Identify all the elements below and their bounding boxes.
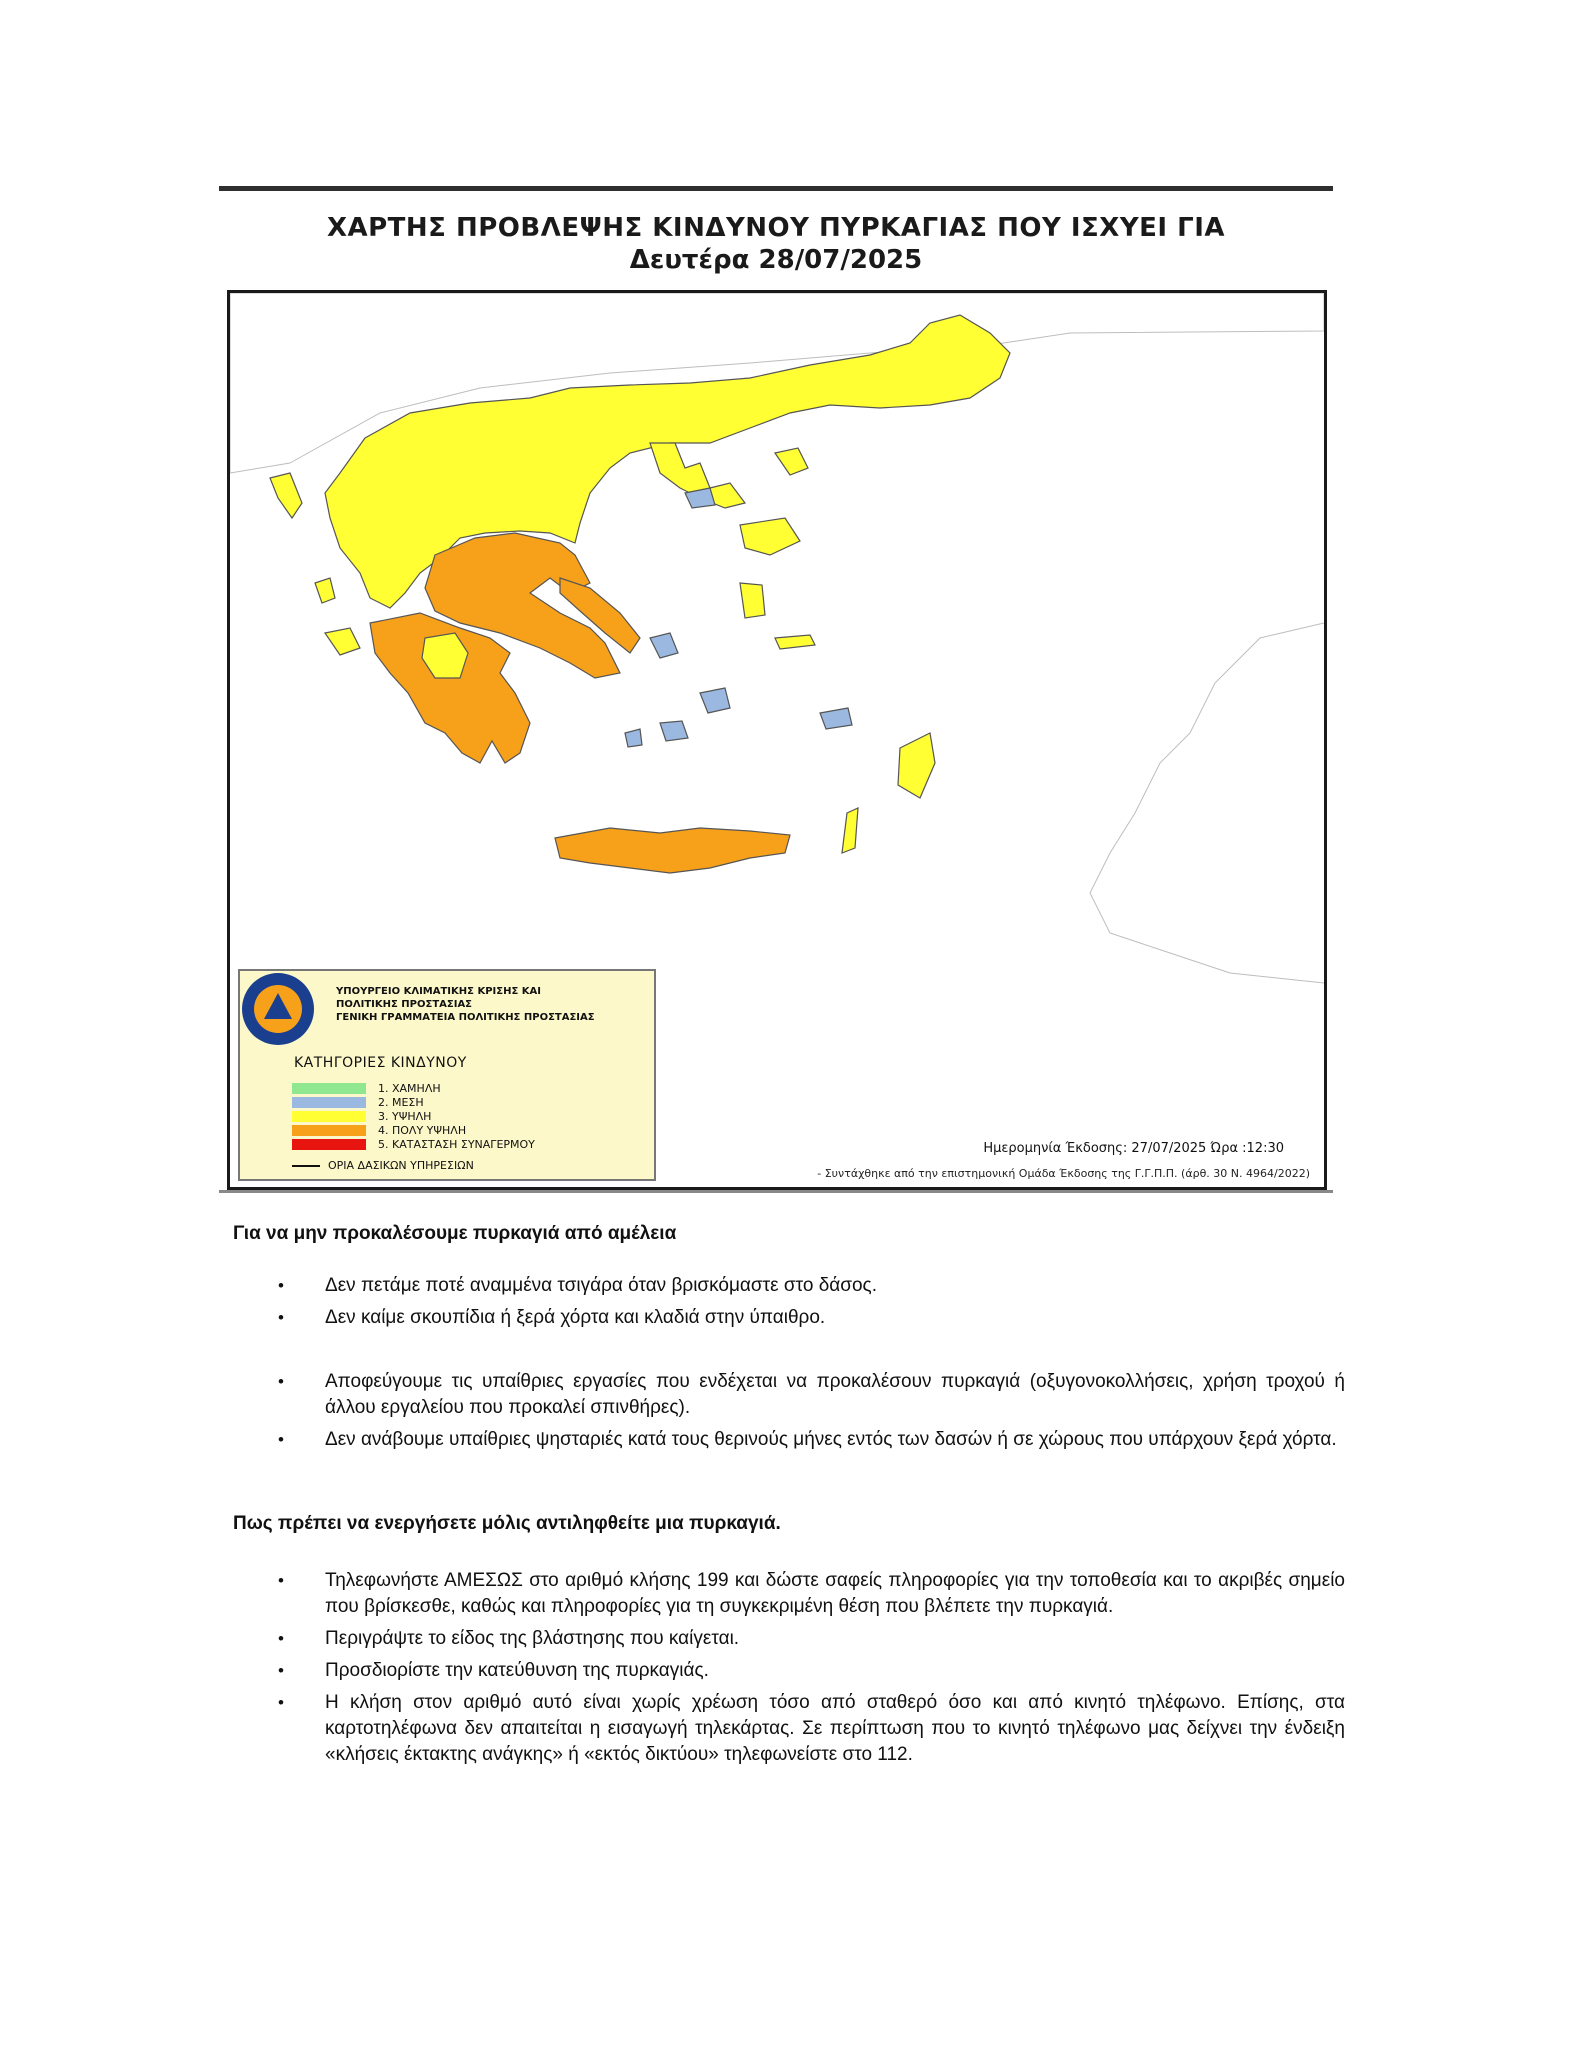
bullet: • <box>278 1308 284 1327</box>
agency-line-2: ΠΟΛΙΤΙΚΗΣ ΠΡΟΣΤΑΣΙΑΣ <box>336 999 473 1010</box>
legend-row <box>292 1081 535 1095</box>
list-item <box>233 1626 1345 1652</box>
legend-label: 5. ΚΑΤΑΣΤΑΣΗ ΣΥΝΑΓΕΡΜΟΥ <box>378 1137 535 1151</box>
rhodes <box>898 733 935 798</box>
swatch-low <box>292 1083 366 1094</box>
prevention-list-a <box>233 1273 1345 1331</box>
kefalonia <box>325 628 360 655</box>
bullet: • <box>278 1571 284 1590</box>
fire-risk-map <box>227 290 1327 1190</box>
crete <box>555 828 790 873</box>
map-date: Δευτέρα 28/07/2025 <box>629 245 923 275</box>
list-item <box>233 1369 1345 1421</box>
swatch-alert <box>292 1139 366 1150</box>
item-text: Περιγράψτε το είδος της βλάστησης που καίγεται. <box>325 1628 740 1649</box>
cyclades-2 <box>700 688 730 713</box>
legend-row <box>292 1109 535 1123</box>
legend-row <box>292 1123 535 1137</box>
turkey-coast <box>1090 623 1324 983</box>
legend-title: ΚΑΤΗΓΟΡΙΕΣ ΚΙΝΔΥΝΟΥ <box>294 1055 467 1071</box>
legend-label: 4. ΠΟΛΥ ΥΨΗΛΗ <box>378 1123 467 1137</box>
source-note: - Συντάχθηκε από την επιστημονική Ομάδα Έκδοσης της Γ.Γ.Π.Π. (άρθ. 30 Ν. 4964/2022) <box>817 1167 1310 1180</box>
top-rule <box>219 186 1333 191</box>
legend-row <box>292 1137 535 1151</box>
map-title: ΧΑΡΤΗΣ ΠΡΟΒΛΕΨΗΣ ΚΙΝΔΥΝΟΥ ΠΥΡΚΑΓΙΑΣ ΠΟΥ ΙΣΧΥΕΙ ΓΙΑ <box>326 213 1226 243</box>
bullet: • <box>278 1430 284 1449</box>
map-legend <box>238 969 656 1181</box>
list-item <box>233 1305 1345 1331</box>
swatch-very-high <box>292 1125 366 1136</box>
item-text: Τηλεφωνήστε ΑΜΕΣΩΣ στο αριθμό κλήσης 199 και δώστε σαφείς πληροφορίες για την τοποθεσία και το ακριβές σημείο που βρίσκεσθε, καθώς και πληροφορίες για τη συγκεκριμένη θέση που βλέπετε την πυρκαγιά. <box>325 1570 1345 1617</box>
chios <box>740 583 765 618</box>
legend-categories <box>292 1081 535 1151</box>
cyclades-4 <box>625 729 642 747</box>
karpathos <box>842 808 858 853</box>
action-list <box>233 1568 1345 1768</box>
corfu <box>270 473 302 518</box>
lefkada <box>315 578 335 603</box>
lesvos <box>740 518 800 555</box>
legend-label: 3. ΥΨΗΛΗ <box>378 1109 432 1123</box>
list-item <box>233 1568 1345 1620</box>
item-text: Η κλήση στον αριθμό αυτό είναι χωρίς χρέωση τόσο από σταθερό όσο και από κινητό τηλέφωνο. Επίσης, στα καρτοτηλέφωνα δεν απαιτείται η εισαγωγή τηλεκάρτας. Σε περίπτωση που το κινητό τηλέφωνο μας δείχνει την ένδειξη «κλήσεις έκτακτης ανάγκης» ή «εκτός δικτύου» τηλεφωνείστε στο 112. <box>325 1692 1345 1765</box>
list-item <box>233 1690 1345 1768</box>
civil-protection-seal <box>240 971 316 1047</box>
cyclades-3 <box>660 721 688 741</box>
section2-heading: Πως πρέπει να ενεργήσετε μόλις αντιληφθείτε μια πυρκαγιά. <box>233 1513 781 1534</box>
legend-label: 2. ΜΕΣΗ <box>378 1095 424 1109</box>
samos-ikaria <box>775 635 815 649</box>
item-text: Αποφεύγουμε τις υπαίθριες εργασίες που ενδέχεται να προκαλέσουν πυρκαγιά (οξυγονοκολλήσεις, χρήση τροχού ή άλλου εργαλείου που προκαλεί σπινθήρες). <box>325 1371 1345 1418</box>
bullet: • <box>278 1661 284 1680</box>
swatch-high <box>292 1111 366 1122</box>
item-text: Δεν καίμε σκουπίδια ή ξερά χόρτα και κλαδιά στην ύπαιθρο. <box>325 1307 826 1328</box>
agency-line-3: ΓΕΝΙΚΗ ΓΡΑΜΜΑΤΕΙΑ ΠΟΛΙΤΙΚΗΣ ΠΡΟΣΤΑΣΙΑΣ <box>336 1012 595 1023</box>
bottom-rule <box>219 1190 1333 1193</box>
bullet: • <box>278 1276 284 1295</box>
item-text: Προσδιορίστε την κατεύθυνση της πυρκαγιάς. <box>325 1660 709 1681</box>
dodecanese-1 <box>820 708 852 729</box>
legend-label: 1. ΧΑΜΗΛΗ <box>378 1081 441 1095</box>
section1-heading: Για να μην προκαλέσουμε πυρκαγιά από αμέλεια <box>233 1223 677 1244</box>
bullet: • <box>278 1693 284 1712</box>
thasos <box>775 448 808 475</box>
list-item <box>233 1273 1345 1299</box>
border-label: ΟΡΙΑ ΔΑΣΙΚΩΝ ΥΠΗΡΕΣΙΩΝ <box>328 1159 474 1172</box>
prevention-list-b <box>233 1369 1345 1453</box>
legend-border-row <box>292 1159 474 1172</box>
list-item <box>233 1658 1345 1684</box>
issue-date: Ημερομηνία Έκδοσης: 27/07/2025 Ώρα :12:30 <box>983 1141 1284 1156</box>
swatch-medium <box>292 1097 366 1108</box>
border-line-sample <box>292 1165 320 1167</box>
cyclades-1 <box>650 633 678 658</box>
list-item <box>233 1427 1345 1453</box>
legend-row <box>292 1095 535 1109</box>
agency-block <box>336 985 595 1024</box>
agency-line-1: ΥΠΟΥΡΓΕΙΟ ΚΛΙΜΑΤΙΚΗΣ ΚΡΙΣΗΣ ΚΑΙ <box>336 986 541 997</box>
bullet: • <box>278 1372 284 1391</box>
bullet: • <box>278 1629 284 1648</box>
item-text: Δεν πετάμε ποτέ αναμμένα τσιγάρα όταν βρισκόμαστε στο δάσος. <box>325 1275 877 1296</box>
item-text: Δεν ανάβουμε υπαίθριες ψησταριές κατά τους θερινούς μήνες εντός των δασών ή σε χώρους που υπάρχουν ξερά χόρτα. <box>325 1429 1337 1450</box>
